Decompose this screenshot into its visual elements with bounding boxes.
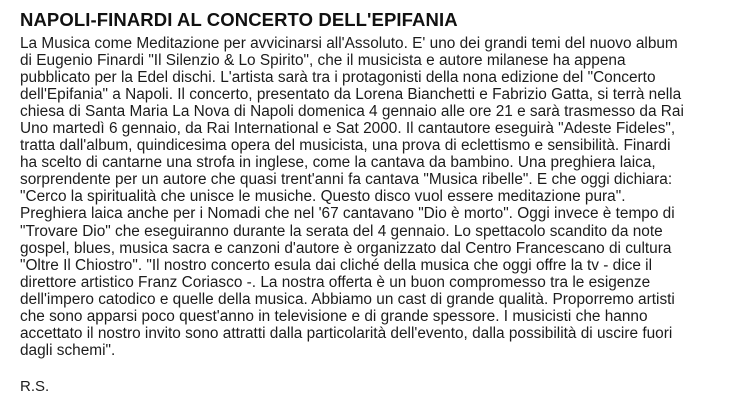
article-line: gospel, blues, musica sacra e canzoni d'autore è organizzato dal Centro Francescano di cultura: [20, 239, 672, 257]
article-byline: R.S.: [20, 378, 50, 395]
article-line: "Cerco la spiritualità che unisce le musiche. Questo disco vuol essere meditazione pura".: [20, 188, 626, 206]
article-body: [20, 35, 740, 359]
article-line: dagli schemi".: [20, 341, 116, 359]
article-line: "Trovare Dio" che eseguiranno durante la serata del 4 gennaio. Lo spettacolo scandito da note: [20, 222, 663, 240]
article-line: accettato il nostro invito sono attratti dalla particolarità dell'evento, dalla possibilità di uscire fuori: [20, 324, 673, 342]
article-line: Preghiera laica anche per i Nomadi che nel '67 cantavano "Dio è morto". Oggi invece è tempo di: [20, 205, 675, 223]
article-headline: NAPOLI-FINARDI AL CONCERTO DELL'EPIFANIA: [20, 9, 458, 30]
article-line: che sono apparsi poco quest'anno in televisione e di grande spessore. I musicisti che hanno: [20, 307, 648, 325]
article-line: "Oltre Il Chiostro". "Il nostro concerto esula dai cliché della musica che oggi offre la tv - dice il: [20, 256, 653, 274]
article-line: ha scelto di cantarne una strofa in inglese, come la cantava da bambino. Una preghiera laica,: [20, 154, 656, 172]
article-line: direttore artistico Franz Coriasco -. La nostra offerta è un buon compromesso tra le esigenze: [20, 273, 651, 291]
article-line: sorprendente per un autore che quasi trent'anni fa cantava "Musica ribelle". E che oggi dichiara:: [20, 171, 673, 189]
article-line: dell'impero catodico e quelle della musica. Abbiamo un cast di grande qualità. Proporremo artisti: [20, 290, 675, 308]
article-line: Uno martedì 6 gennaio, da Rai International e Sat 2000. Il cantautore eseguirà "Adeste Fideles",: [20, 120, 676, 138]
article-line: dell'Epifania" a Napoli. Il concerto, presentato da Lorena Bianchetti e Fabrizio Gatta, si terrà nella: [20, 86, 682, 104]
article-line: di Eugenio Finardi "Il Silenzio & Lo Spirito", che il musicista e autore milanese ha appena: [20, 52, 626, 70]
article-line: chiesa di Santa Maria La Nova di Napoli domenica 4 gennaio alle ore 21 e sarà trasmesso da Rai: [20, 103, 684, 121]
article-line: pubblicato per la Edel dischi. L'artista sarà tra i protagonisti della nona edizione del "Concerto: [20, 69, 656, 87]
article-line: tratta dall'album, quindicesima opera del musicista, una prova di eclettismo e sensibilità. Finardi: [20, 137, 671, 155]
article-line: La Musica come Meditazione per avvicinarsi all'Assoluto. E' uno dei grandi temi del nuovo album: [20, 35, 678, 52]
